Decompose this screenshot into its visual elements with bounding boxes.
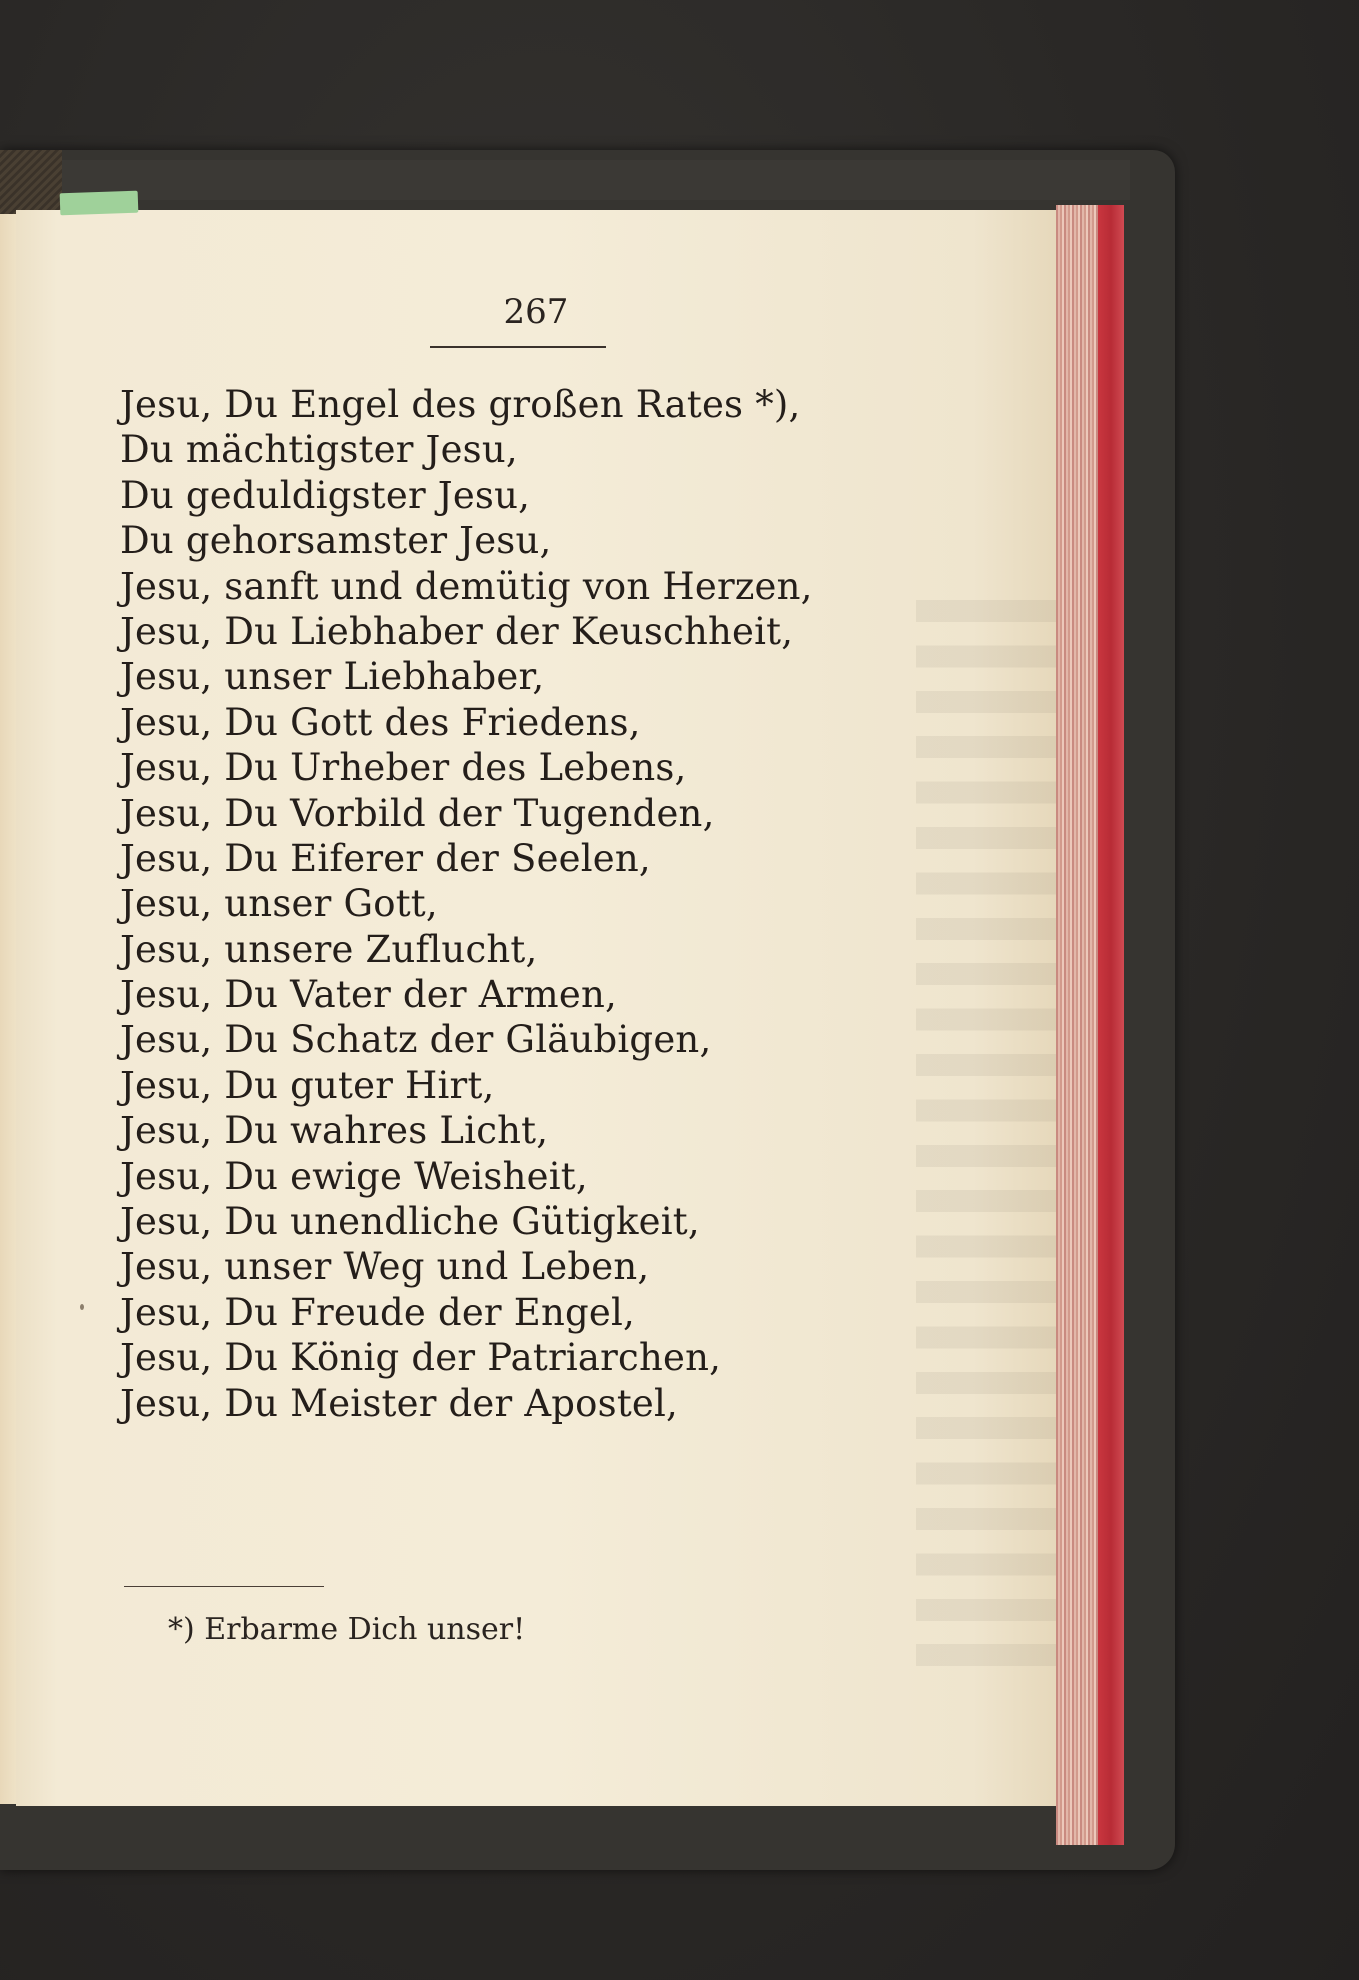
page-edges-red — [1098, 205, 1124, 1845]
text-line: Du geduldigster Jesu, — [120, 473, 531, 517]
text-line: Jesu, Du Gott des Friedens, — [120, 700, 641, 744]
text-line: Jesu, unser Weg und Leben, — [120, 1245, 650, 1289]
bookmark-ribbon[interactable] — [60, 191, 139, 216]
text-line: Jesu, Du Meister der Apostel, — [120, 1381, 678, 1425]
text-line: Jesu, Du König der Patriarchen, — [120, 1336, 722, 1380]
text-line: Jesu, unser Gott, — [120, 882, 438, 926]
text-line: Jesu, Du Liebhaber der Keuschheit, — [120, 609, 794, 653]
text-line: Jesu, Du Vorbild der Tugenden, — [120, 791, 715, 835]
text-line: Jesu, Du Freude der Engel, — [120, 1290, 635, 1334]
litany-text — [120, 382, 1020, 1426]
header-rule — [430, 346, 606, 348]
cover-top-strip — [0, 160, 1130, 200]
footnote: *) Erbarme Dich unser! — [168, 1612, 526, 1647]
text-line: Jesu, Du ewige Weisheit, — [120, 1154, 588, 1198]
text-line: Jesu, Du Schatz der Gläubigen, — [120, 1018, 712, 1062]
text-line: Jesu, Du Eiferer der Seelen, — [120, 836, 651, 880]
text-line: Jesu, Du unendliche Gütigkeit, — [120, 1200, 700, 1244]
text-line: Du gehorsamster Jesu, — [120, 519, 552, 563]
footnote-rule — [124, 1586, 324, 1587]
text-line: Jesu, Du wahres Licht, — [120, 1109, 549, 1153]
paper-speck — [80, 1304, 84, 1310]
text-line: Jesu, unser Liebhaber, — [120, 655, 545, 699]
text-line: Jesu, Du Urheber des Lebens, — [120, 746, 687, 790]
text-line: Jesu, Du Engel des großen Rates *), — [120, 383, 801, 426]
text-line: Jesu, unsere Zuflucht, — [120, 927, 538, 971]
text-line: Jesu, Du Vater der Armen, — [120, 973, 617, 1017]
text-line: Jesu, sanft und demütig von Herzen, — [120, 564, 813, 608]
page-number: 267 — [503, 292, 569, 332]
text-line: Jesu, Du guter Hirt, — [120, 1063, 495, 1107]
text-line: Du mächtigster Jesu, — [120, 428, 518, 472]
